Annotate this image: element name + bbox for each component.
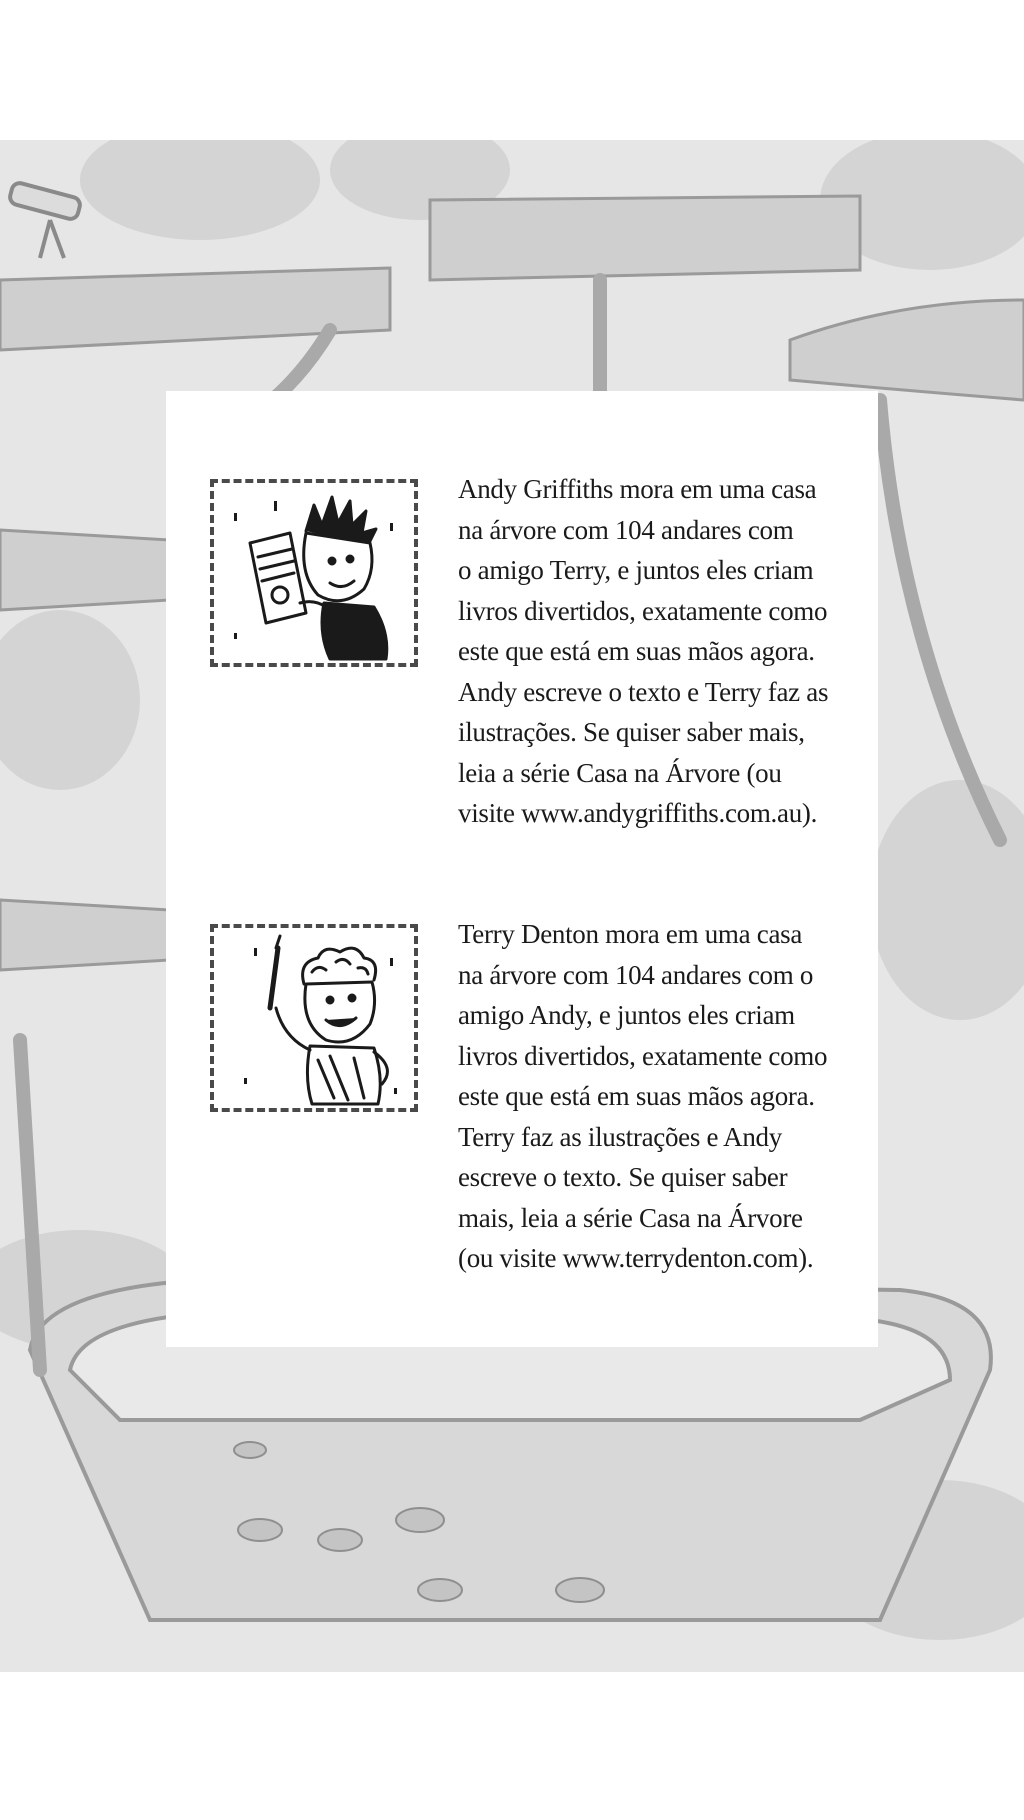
andy-bio-text (458, 469, 874, 834)
bio-line: Terry faz as ilustrações e Andy (458, 1121, 782, 1152)
bio-line: mais, leia a série Casa na Árvore (458, 1202, 803, 1233)
bio-line: na árvore com 104 andares com o (458, 959, 814, 990)
bio-line: amigo Andy, e juntos eles criam (458, 1000, 795, 1030)
bio-line: este que está em suas mãos agora. (458, 1081, 815, 1111)
bio-line: (ou visite www.terrydenton.com). (458, 1243, 814, 1273)
bio-line: Andy escreve o texto e Terry faz as (458, 676, 829, 707)
bio-line: Terry Denton mora em uma casa (458, 919, 803, 949)
andy-portrait-icon (210, 479, 418, 667)
bio-line: ilustrações. Se quiser saber mais, (458, 717, 805, 747)
bio-line: visite www.andygriffiths.com.au). (458, 798, 818, 828)
bio-line: livros divertidos, exatamente como (458, 595, 828, 626)
bio-line: livros divertidos, exatamente como (458, 1040, 828, 1071)
bio-line: Andy Griffiths mora em uma casa (458, 474, 817, 504)
author-bios-panel (166, 391, 878, 1347)
bio-line: este que está em suas mãos agora. (458, 636, 815, 666)
terry-bio-text (458, 914, 874, 1279)
bio-line: na árvore com 104 andares com (458, 514, 794, 545)
terry-portrait-icon (210, 924, 418, 1112)
bio-line: leia a série Casa na Árvore (ou (458, 757, 782, 788)
bio-line: escreve o texto. Se quiser saber (458, 1162, 788, 1192)
bio-line: o amigo Terry, e juntos eles criam (458, 555, 814, 585)
